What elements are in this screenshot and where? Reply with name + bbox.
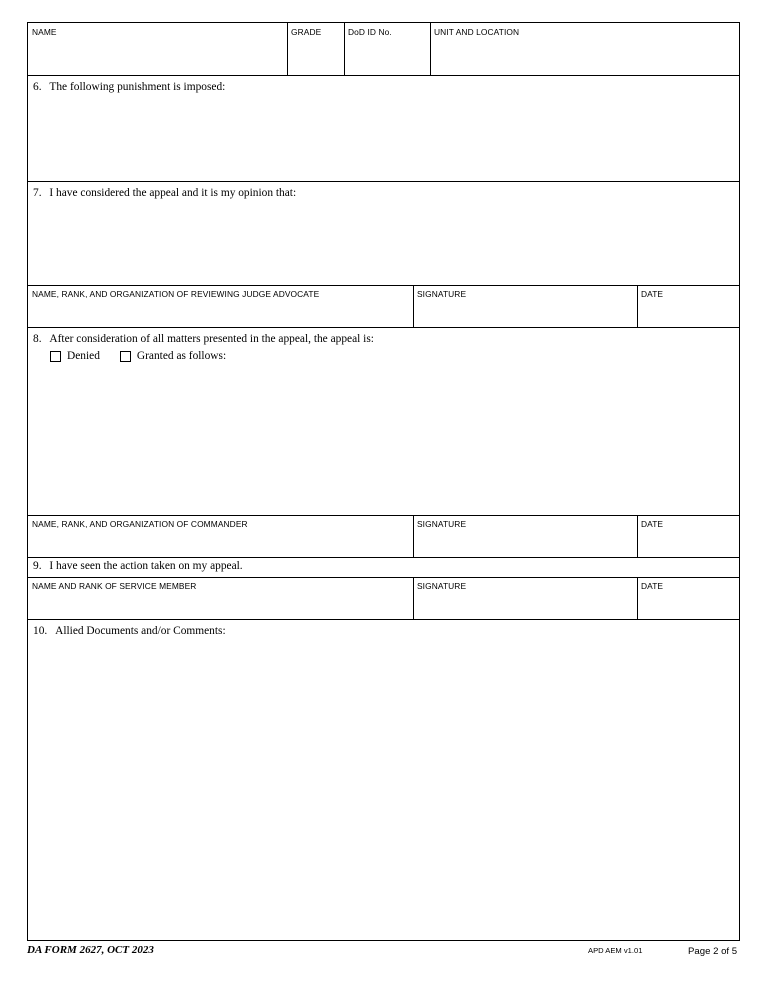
- section-7-number: 7.: [33, 187, 42, 199]
- form-body: [27, 22, 740, 941]
- service-member-name-field[interactable]: [28, 577, 413, 619]
- field-dod-id[interactable]: [344, 23, 430, 75]
- service-member-date-label: DATE: [641, 581, 664, 591]
- section-9-number: 9.: [33, 560, 42, 572]
- field-dod-id-label: DoD ID No.: [348, 27, 392, 37]
- section-7-text: I have considered the appeal and it is my opinion that:: [49, 187, 297, 199]
- section-9-text: I have seen the action taken on my appeal.: [49, 560, 243, 572]
- page-number: Page 2 of 5: [688, 946, 738, 957]
- section-10-heading: [33, 625, 226, 638]
- field-grade[interactable]: [287, 23, 344, 75]
- commander-signature-field[interactable]: [413, 515, 637, 557]
- section-7-opinion[interactable]: [28, 181, 741, 285]
- commander-date-field[interactable]: [637, 515, 741, 557]
- commander-name-field[interactable]: [28, 515, 413, 557]
- judge-advocate-signature-field[interactable]: [413, 285, 637, 327]
- judge-advocate-date-label: DATE: [641, 289, 664, 299]
- judge-advocate-name-field[interactable]: [28, 285, 413, 327]
- section-7-heading: [33, 187, 296, 200]
- field-name[interactable]: [28, 23, 287, 75]
- section-9-heading: [33, 560, 243, 573]
- section-10-text: Allied Documents and/or Comments:: [55, 625, 226, 637]
- section-8-appeal-decision[interactable]: [28, 327, 741, 515]
- form-footer: [27, 944, 745, 964]
- commander-name-label: NAME, RANK, AND ORGANIZATION OF COMMANDER: [32, 519, 248, 529]
- section-8-options: [50, 350, 246, 362]
- judge-advocate-name-label: NAME, RANK, AND ORGANIZATION OF REVIEWING JUDGE ADVOCATE: [32, 289, 320, 299]
- checkbox-granted[interactable]: [120, 351, 131, 362]
- checkbox-denied-label: Denied: [67, 350, 100, 362]
- section-6-punishment[interactable]: [28, 75, 741, 181]
- section-6-heading: [33, 81, 225, 94]
- commander-signature-label: SIGNATURE: [417, 519, 467, 529]
- section-8-text: After consideration of all matters presented in the appeal, the appeal is:: [49, 333, 374, 345]
- section-10-allied-documents[interactable]: [28, 619, 741, 942]
- service-member-signature-field[interactable]: [413, 577, 637, 619]
- section-9-acknowledgement: [28, 557, 741, 577]
- service-member-name-label: NAME AND RANK OF SERVICE MEMBER: [32, 581, 197, 591]
- section-10-number: 10.: [33, 625, 48, 637]
- form-identifier: DA FORM 2627, OCT 2023: [27, 944, 154, 956]
- field-name-label: NAME: [32, 27, 57, 37]
- field-unit-location[interactable]: [430, 23, 741, 75]
- checkbox-granted-label: Granted as follows:: [136, 350, 227, 362]
- judge-advocate-signature-label: SIGNATURE: [417, 289, 467, 299]
- checkbox-denied[interactable]: [50, 351, 61, 362]
- judge-advocate-date-field[interactable]: [637, 285, 741, 327]
- section-6-text: The following punishment is imposed:: [49, 81, 226, 93]
- service-member-date-field[interactable]: [637, 577, 741, 619]
- field-unit-location-label: UNIT AND LOCATION: [434, 27, 520, 37]
- section-6-number: 6.: [33, 81, 42, 93]
- section-8-heading: [33, 333, 374, 346]
- apd-version: APD AEM v1.01: [588, 946, 643, 955]
- field-grade-label: GRADE: [291, 27, 322, 37]
- service-member-signature-label: SIGNATURE: [417, 581, 467, 591]
- section-8-number: 8.: [33, 333, 42, 345]
- commander-date-label: DATE: [641, 519, 664, 529]
